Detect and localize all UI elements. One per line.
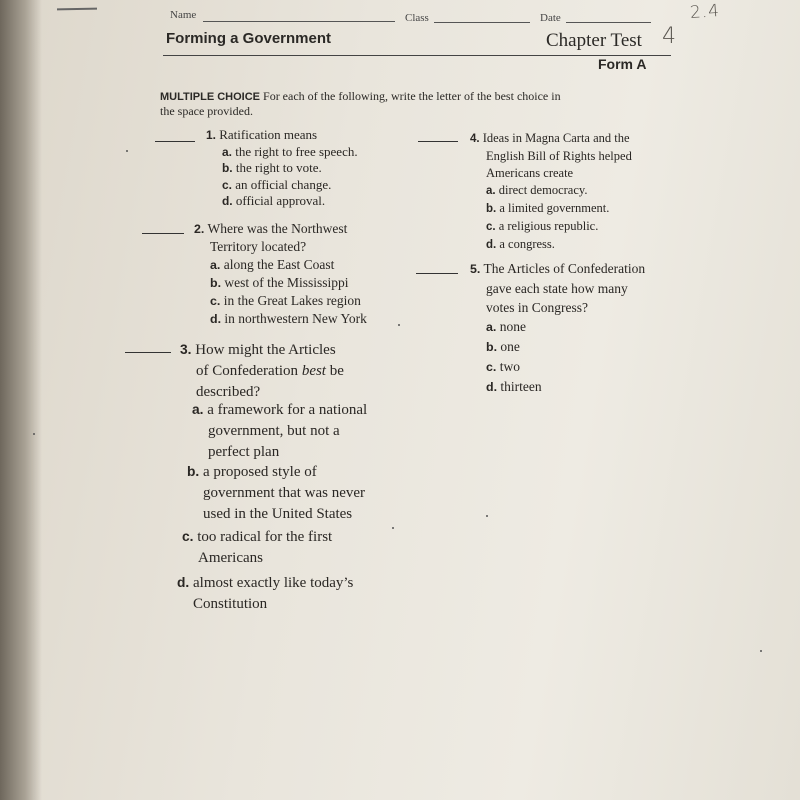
question-4: 4. Ideas in Magna Carta and the English Bill of Rights helped Americans create a. direct democracy. b. a limited government. c. a religious republic. d. a congress. <box>470 130 632 254</box>
header-rule <box>163 55 671 56</box>
question-5: 5. The Articles of Confederation gave each state how many votes in Congress? a. none b. one c. two d. thirteen <box>470 259 645 397</box>
handwritten-chapter-number: 4 <box>662 24 676 49</box>
answer-blank-q3[interactable] <box>125 352 171 353</box>
choice-3a: a. a framework for a national government, but not a perfect plan <box>192 402 368 460</box>
paper-speck <box>392 527 394 529</box>
date-label: Date <box>540 12 561 24</box>
paper-speck <box>33 433 35 435</box>
choice-5c: c. two <box>486 359 520 374</box>
choice-5d: d. thirteen <box>486 379 542 394</box>
chapter-test-label: Chapter Test <box>546 30 642 51</box>
paper-shadow <box>0 0 42 800</box>
answer-blank-q2[interactable] <box>142 233 184 234</box>
choice-4c: c. a religious republic. <box>486 219 599 233</box>
multiple-choice-heading: MULTIPLE CHOICE <box>160 91 261 103</box>
name-label: Name <box>170 9 197 21</box>
paper-speck <box>126 150 128 152</box>
choice-5a: a. none <box>486 319 526 334</box>
choice-1d: d. official approval. <box>222 193 326 208</box>
choice-4d: d. a congress. <box>486 237 555 251</box>
question-1: 1. Ratification means a. the right to free speech. b. the right to vote. c. an official change. d. official approval. <box>206 127 358 208</box>
choice-2b: b. west of the Mississippi <box>210 275 349 290</box>
answer-blank-q5[interactable] <box>416 273 458 274</box>
question-2: 2. Where was the Northwest Territory located? a. along the East Coast b. west of the Mississippi c. in the Great Lakes region d. in northwestern New York <box>194 221 367 326</box>
date-line[interactable] <box>566 22 651 23</box>
choice-3b: b. a proposed style of government that was never used in the United States <box>187 464 366 522</box>
instructions <box>160 89 561 118</box>
form-label: Form A <box>598 56 647 72</box>
answer-blank-q1[interactable] <box>155 141 195 142</box>
choice-5b: b. one <box>486 339 520 354</box>
name-line[interactable] <box>203 21 395 22</box>
choice-3c: c. too radical for the first Americans <box>182 529 333 566</box>
choice-1a: a. the right to free speech. <box>222 143 358 159</box>
class-label: Class <box>405 12 429 24</box>
choice-1b: b. the right to vote. <box>222 160 322 175</box>
choice-4a: a. direct democracy. <box>486 183 588 197</box>
instructions-line-2: the space provided. <box>160 104 253 118</box>
handwritten-score: 2.4 <box>689 0 721 24</box>
answer-blank-q4[interactable] <box>418 141 458 142</box>
choice-4b: b. a limited government. <box>486 201 610 215</box>
paper-speck <box>486 515 488 517</box>
choice-2d: d. in northwestern New York <box>210 311 367 326</box>
choice-2a: a. along the East Coast <box>210 257 335 272</box>
instructions-line-1: For each of the following, write the letter of the best choice in <box>263 89 561 103</box>
choice-2c: c. in the Great Lakes region <box>210 293 361 308</box>
page-title: Forming a Government <box>166 30 332 47</box>
choice-1c: c. an official change. <box>222 176 332 192</box>
question-3: 3. How might the Articles of Confederation best be described? <box>180 342 344 400</box>
class-line[interactable] <box>434 22 530 23</box>
paper-speck <box>398 324 400 326</box>
choice-3d: d. almost exactly like today’s Constitution <box>177 575 354 612</box>
paper-speck <box>760 650 762 652</box>
